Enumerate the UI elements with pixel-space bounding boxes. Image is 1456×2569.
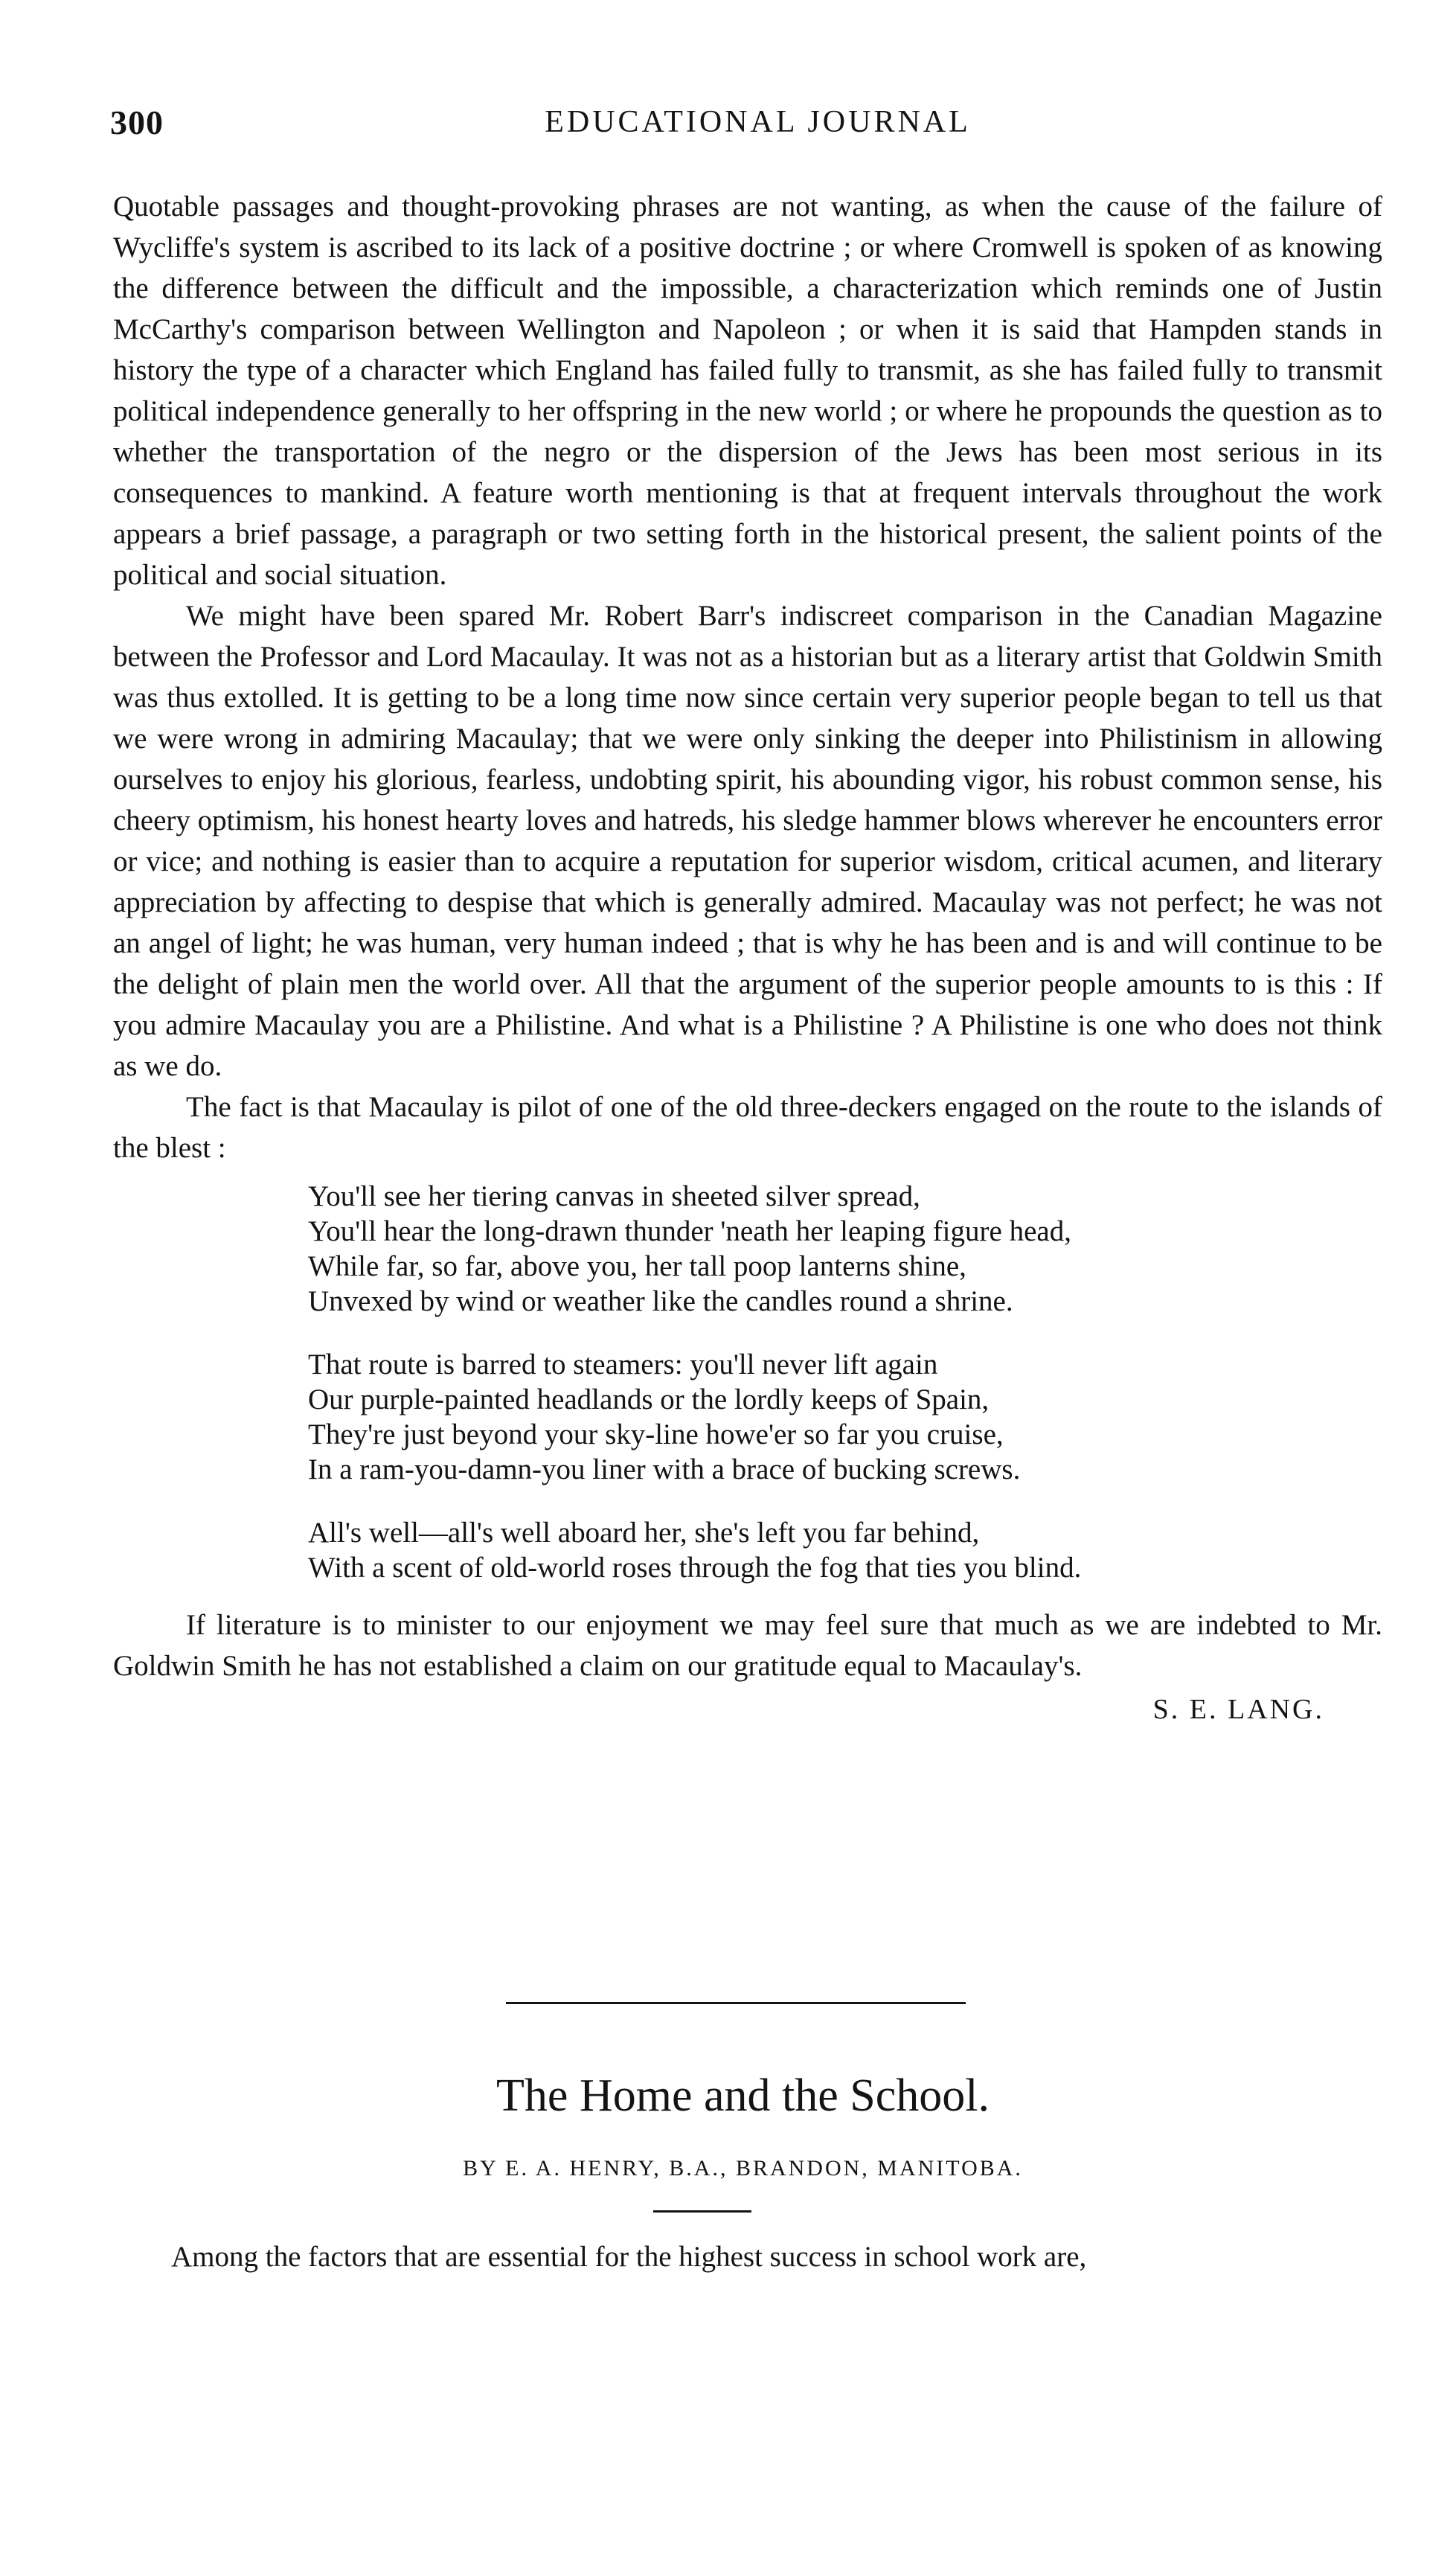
- paragraph-quotable-passages: Quotable passages and thought-provoking phrases are not wanting, as when the cause of the failure of Wycliffe's system is ascribed to its lack of a positive doctrine ; or where Cromwell is spoken of as knowing the difference between the difficult and the impossible, a characterization which reminds one of Justin McCarthy's comparison between Wellington and Napoleon ; or when it is said that Hampden stands in history the type of a character which England has failed fully to transmit, as she has failed fully to transmit political independence generally to her offspring in the new world ; or where he propounds the question as to whether the transportation of the negro or the dispersion of the Jews has been most serious in its consequences to mankind. A feature worth mentioning is that at frequent intervals throughout the work appears a brief passage, a paragraph or two setting forth in the historical present, the salient points of the political and social situation.: [113, 191, 1382, 591]
- verse-line: With a scent of old-world roses through the fog that ties you blind.: [308, 1552, 1082, 1584]
- article-byline: BY E. A. HENRY, B.A., BRANDON, MANITOBA.: [463, 2156, 1023, 2181]
- article-body: [113, 186, 1382, 1730]
- paragraph-macaulay-comparison: We might have been spared Mr. Robert Barr's indiscreet comparison in the Canadian Magazine between the Professor and Lord Macaulay. It was not as a historian but as a literary artist that Goldwin Smith was thus extolled. It is getting to be a long time now since certain very superior people began to tell us that we were wrong in admiring Macaulay; that we were only sinking the deeper into Philistinism in allowing ourselves to enjoy his glorious, fearless, undobting spirit, his abounding vigor, his robust common sense, his cheery optimism, his honest hearty loves and hatreds, his sledge hammer blows wherever he encounters error or vice; and nothing is easier than to acquire a reputation for superior wisdom, critical acumen, and literary appreciation by affecting to despise that which is generally admired. Macaulay was not perfect; he was not an angel of light; he was human, very human indeed ; that is why he has been and is and will continue to be the delight of plain men the world over. All that the argument of the superior people amounts to is this : If you admire Macaulay you are a Philistine. And what is a Philistine ? A Philistine is one who does not think as we do.: [113, 600, 1382, 1082]
- verse-line: In a ram-you-damn-you liner with a brace of bucking screws.: [308, 1453, 1021, 1485]
- verse-line: All's well—all's well aboard her, she's left you far behind,: [308, 1517, 980, 1549]
- running-head: EDUCATIONAL JOURNAL: [545, 105, 971, 139]
- page-number: 300: [110, 103, 164, 141]
- title-rule: [653, 2210, 751, 2213]
- article-opening-line: Among the factors that are essential for the highest success in school work are,: [171, 2241, 1087, 2273]
- article-title: The Home and the School.: [496, 2070, 990, 2121]
- author-signature: S. E. LANG.: [1152, 1694, 1324, 1725]
- verse-line: You'll hear the long-drawn thunder 'neath her leaping figure head,: [308, 1215, 1071, 1247]
- verse-line: Unvexed by wind or weather like the candles round a shrine.: [308, 1285, 1013, 1317]
- verse-stanza-3: [308, 1515, 1382, 1585]
- paragraph-three-deckers: The fact is that Macaulay is pilot of one of the old three-deckers engaged on the route to the islands of the blest :: [113, 1091, 1382, 1164]
- paragraph-closing: If literature is to minister to our enjoyment we may feel sure that much as we are indebted to Mr. Goldwin Smith he has not established a claim on our gratitude equal to Macaulay's.: [113, 1609, 1382, 1682]
- verse-line: You'll see her tiering canvas in sheeted silver spread,: [308, 1180, 920, 1212]
- verse-quotation: [308, 1179, 1382, 1585]
- section-divider: [506, 2002, 966, 2004]
- verse-line: While far, so far, above you, her tall poop lanterns shine,: [308, 1250, 966, 1282]
- verse-line: Our purple-painted headlands or the lordly keeps of Spain,: [308, 1383, 990, 1415]
- verse-stanza-1: [308, 1179, 1382, 1319]
- verse-line: That route is barred to steamers: you'll never lift again: [308, 1349, 938, 1381]
- verse-stanza-2: [308, 1347, 1382, 1487]
- verse-line: They're just beyond your sky-line howe'er so far you cruise,: [308, 1418, 1004, 1450]
